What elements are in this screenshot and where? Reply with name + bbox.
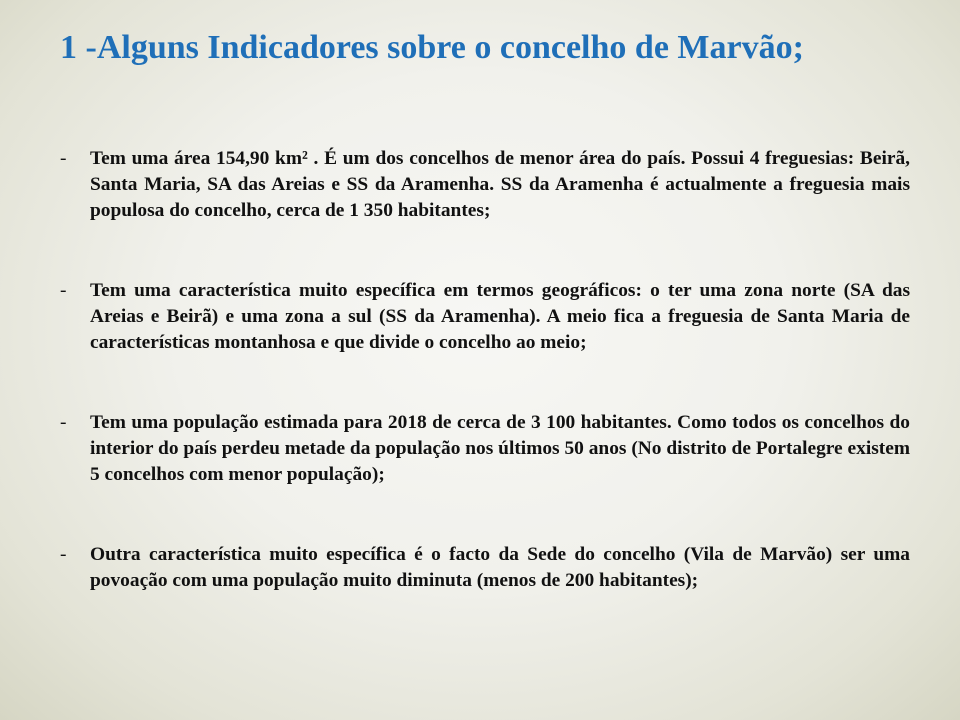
bullet-marker: - [60,544,67,565]
bullet-text: Tem uma área 154,90 km² . É um dos concelhos de menor área do país. Possui 4 freguesias: Beirã, Santa Maria, SA das Areias e SS da Aramenha. SS da Aramenha é actualmente a freguesia mais populosa do concelho, cerca de 1 350 habitantes; [90,148,910,221]
bullet-list [60,146,910,648]
bullet-marker: - [60,280,67,301]
bullet-item [60,542,910,594]
bullet-item [60,278,910,356]
bullet-item [60,410,910,488]
bullet-text: Tem uma população estimada para 2018 de cerca de 3 100 habitantes. Como todos os concelhos do interior do país perdeu metade da população nos últimos 50 anos (No distrito de Portalegre existem 5 concelhos com menor população); [90,412,910,485]
bullet-marker: - [60,412,67,433]
bullet-item [60,146,910,224]
bullet-text: Outra característica muito específica é o facto da Sede do concelho (Vila de Marvão) ser uma povoação com uma população muito diminuta (menos de 200 habitantes); [90,544,910,591]
bullet-text: Tem uma característica muito específica em termos geográficos: o ter uma zona norte (SA das Areias e Beirã) e uma zona a sul (SS da Aramenha). A meio fica a freguesia de Santa Maria de características montanhosa e que divide o concelho ao meio; [90,280,910,353]
slide-title: 1 -Alguns Indicadores sobre o concelho de Marvão; [60,29,804,66]
bullet-marker: - [60,148,67,169]
